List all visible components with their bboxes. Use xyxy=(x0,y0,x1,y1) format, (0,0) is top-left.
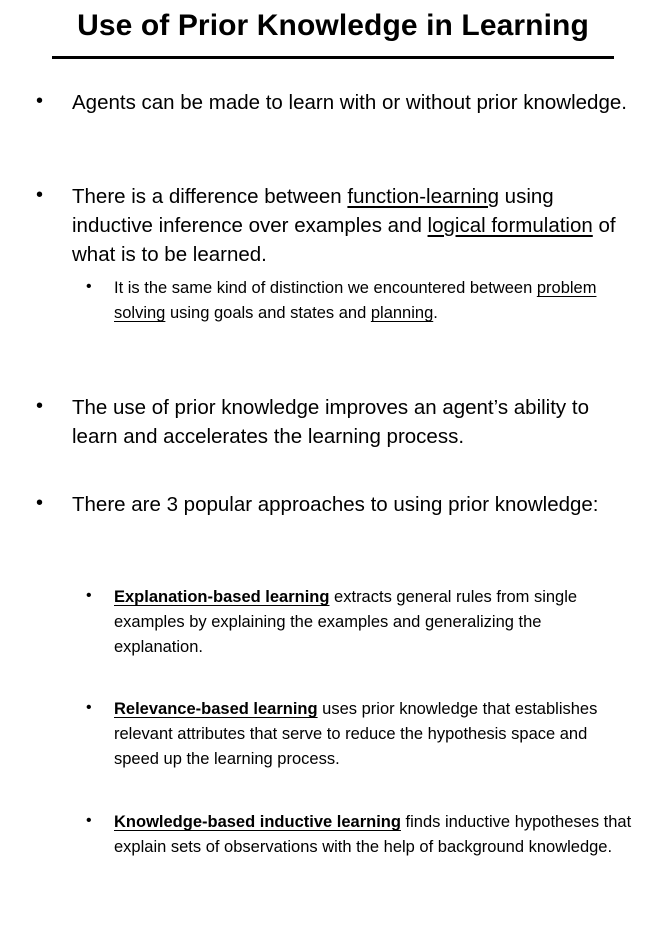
term-knowledge-based-inductive-learning: Knowledge-based inductive learning xyxy=(114,813,401,831)
bullet-text xyxy=(114,276,634,326)
bullet-dot-icon: • xyxy=(36,492,44,514)
text-run: extracts general rules from single examples by explaining the examples and generalizing the explanation. xyxy=(114,588,578,656)
term-function-learning: function-learning xyxy=(347,185,499,208)
bullet-dot-icon: • xyxy=(86,587,92,604)
bullet-dot-icon: • xyxy=(86,699,92,716)
term-relevance-based-learning: Relevance-based learning xyxy=(114,700,318,718)
bullet-dot-icon: • xyxy=(86,278,92,295)
text-run: of what is to be learned. xyxy=(72,214,616,266)
bullet-dot-icon: • xyxy=(36,395,44,417)
bullet-dot-icon: • xyxy=(36,90,44,112)
text-run: There is a difference between xyxy=(72,185,348,208)
text-run: uses prior knowledge that establishes relevant attributes that serve to reduce the hypothesis space and speed up the learning process. xyxy=(114,700,598,768)
slide-title: Use of Prior Knowledge in Learning xyxy=(77,9,589,42)
bullet-text xyxy=(114,585,634,660)
term-explanation-based-learning: Explanation-based learning xyxy=(114,588,330,606)
bullet-dot-icon: • xyxy=(86,812,92,829)
term-planning: planning xyxy=(370,304,434,322)
text-run: using goals and states and xyxy=(165,304,371,322)
title-underline-rule xyxy=(52,56,614,59)
bullet-text xyxy=(114,810,634,860)
text-run: . xyxy=(433,304,438,322)
bullet-dot-icon: • xyxy=(36,184,44,206)
term-logical-formulation: logical formulation xyxy=(427,214,593,237)
term-problem-solving: problem solving xyxy=(114,279,597,322)
bullet-text xyxy=(72,182,632,269)
bullet-text: There are 3 popular approaches to using prior knowledge: xyxy=(72,493,599,516)
text-run: It is the same kind of distinction we encountered between xyxy=(114,279,537,297)
bullet-text: The use of prior knowledge improves an agent’s ability to learn and accelerates the learning process. xyxy=(72,396,589,448)
text-run: finds inductive hypotheses that explain sets of observations with the help of background knowledge. xyxy=(114,813,632,856)
bullet-text: Agents can be made to learn with or without prior knowledge. xyxy=(72,91,627,114)
bullet-text xyxy=(114,697,634,772)
text-run: using inductive inference over examples and xyxy=(72,185,554,237)
